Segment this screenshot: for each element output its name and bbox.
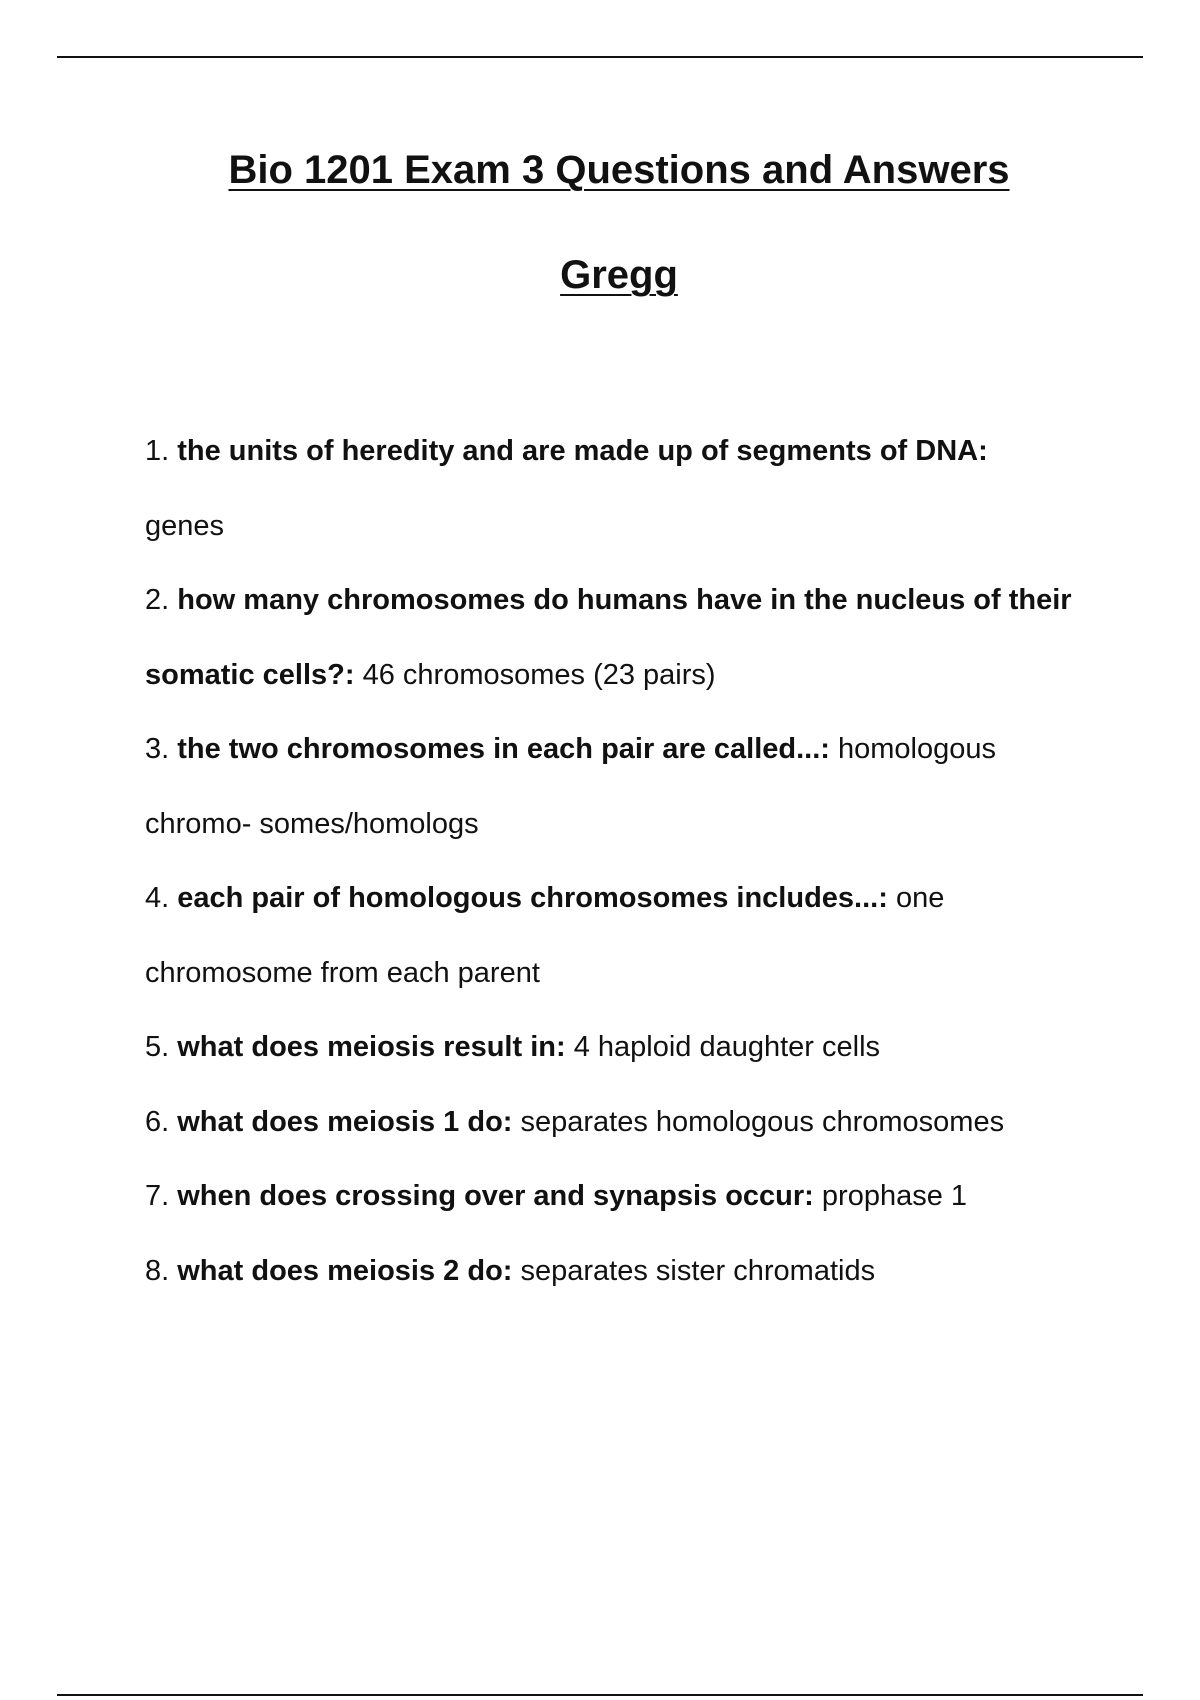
list-item [145, 1159, 1095, 1234]
question-text: how many chromosomes do humans have in the nucleus of their somatic cells?: [145, 584, 1072, 691]
item-number: 8. [145, 1254, 170, 1287]
item-number: 2. [145, 584, 170, 616]
item-number: 5. [145, 1031, 170, 1063]
page-title: Bio 1201 Exam 3 Questions and Answers [228, 148, 1010, 192]
top-rule [57, 56, 1143, 58]
answer-text: separates homologous chromosomes [520, 1105, 1005, 1138]
answer-text: one chromosome from each parent [145, 882, 945, 989]
question-text: what does meiosis result in: [177, 1031, 566, 1063]
answer-text: genes [145, 509, 225, 542]
list-item [145, 1085, 1095, 1160]
question-text: what does meiosis 2 do: [177, 1254, 513, 1287]
question-text: when does crossing over and synapsis occur: [177, 1180, 814, 1212]
answer-text: separates sister chromatids [520, 1254, 876, 1287]
list-item [145, 1234, 1095, 1309]
list-item [145, 414, 1095, 563]
question-text: the units of heredity and are made up of segments of DNA: [177, 435, 988, 467]
question-list [145, 414, 1095, 1308]
question-text: what does meiosis 1 do: [177, 1105, 513, 1138]
question-text: the two chromosomes in each pair are called...: [177, 733, 830, 765]
answer-text: 46 chromosomes (23 pairs) [362, 658, 716, 691]
bottom-rule [57, 1694, 1143, 1696]
item-number: 3. [145, 733, 170, 765]
answer-text: homologous chromo- somes/homologs [145, 733, 997, 840]
answer-text: prophase 1 [821, 1180, 968, 1212]
item-number: 7. [145, 1180, 170, 1212]
list-item [145, 861, 1095, 1010]
question-text: each pair of homologous chromosomes includes...: [177, 882, 888, 914]
list-item [145, 1010, 1095, 1085]
answer-text: 4 haploid daughter cells [573, 1031, 881, 1063]
list-item [145, 563, 1095, 712]
item-number: 6. [145, 1105, 170, 1138]
list-item [145, 712, 1095, 861]
item-number: 1. [145, 435, 170, 467]
item-number: 4. [145, 882, 170, 914]
page-subtitle: Gregg [560, 253, 678, 297]
